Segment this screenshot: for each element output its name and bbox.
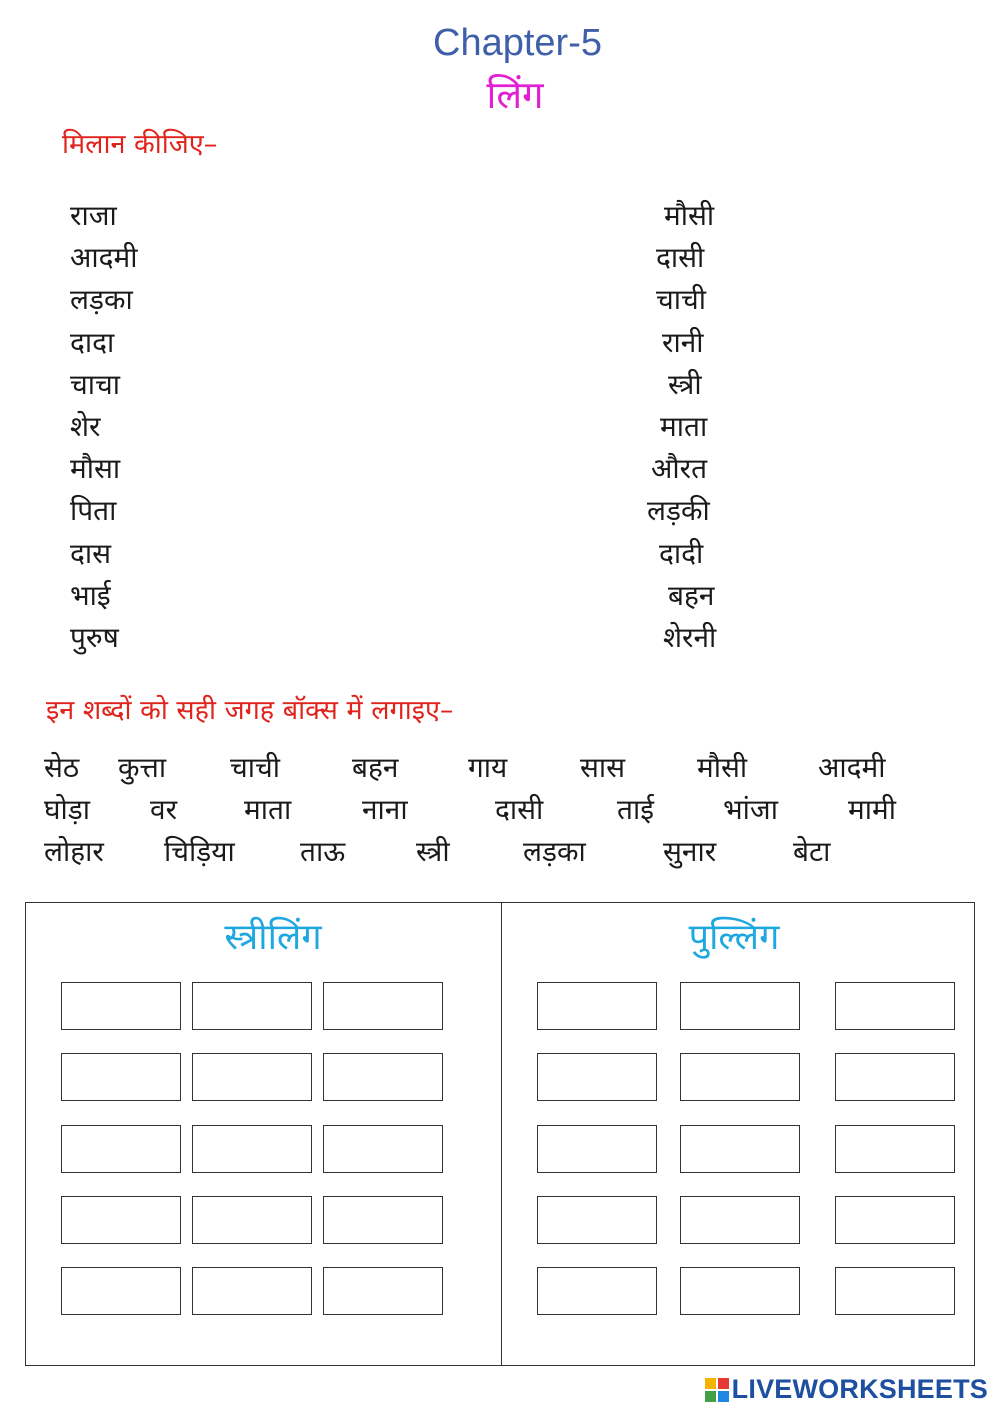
word-bank-word: सुनार: [663, 835, 717, 868]
word-bank-word: ताऊ: [300, 835, 346, 868]
word-bank-word: ताई: [617, 793, 654, 826]
word-bank-word: लोहार: [44, 835, 104, 868]
chapter-title: Chapter-5: [433, 22, 602, 64]
word-bank-word: मौसी: [697, 751, 748, 784]
match-left-word: दादा: [70, 325, 115, 359]
match-right-word: रानी: [662, 325, 704, 359]
match-left-word: राजा: [70, 199, 117, 232]
masculine-answer-box[interactable]: [835, 1125, 955, 1173]
word-bank-word: भांजा: [723, 793, 778, 826]
masculine-answer-box[interactable]: [680, 982, 800, 1030]
word-bank-row: [0, 790, 1000, 830]
match-right-word: बहन: [668, 578, 715, 612]
word-bank-word: बेटा: [793, 835, 831, 868]
match-right-word: चाची: [656, 283, 707, 317]
match-left-word: पिता: [70, 494, 117, 528]
match-left-word: चाचा: [70, 367, 121, 401]
feminine-answer-box[interactable]: [61, 1267, 181, 1315]
masculine-answer-box[interactable]: [537, 1267, 657, 1315]
word-bank-word: नाना: [362, 793, 408, 826]
word-bank-row: [0, 832, 1000, 872]
word-bank-word: आदमी: [818, 751, 886, 784]
match-right-word: मौसी: [664, 199, 715, 232]
masculine-answer-box[interactable]: [835, 1196, 955, 1244]
feminine-answer-box[interactable]: [192, 1267, 312, 1315]
brand-text: LIVEWORKSHEETS: [731, 1374, 988, 1404]
word-bank-word: चिड़िया: [164, 835, 235, 868]
sorting-table: [25, 902, 975, 1366]
feminine-answer-box[interactable]: [323, 1196, 443, 1244]
feminine-answer-box[interactable]: [323, 982, 443, 1030]
word-bank-word: बहन: [352, 751, 399, 784]
sorting-instruction: इन शब्दों को सही जगह बॉक्स में लगाइए–: [46, 695, 454, 726]
match-right-word: दादी: [659, 536, 704, 570]
masculine-answer-box[interactable]: [537, 1196, 657, 1244]
feminine-answer-box[interactable]: [61, 1125, 181, 1173]
masculine-answer-box[interactable]: [835, 1053, 955, 1101]
feminine-answer-box[interactable]: [192, 1125, 312, 1173]
feminine-answer-box[interactable]: [323, 1267, 443, 1315]
word-bank-word: चाची: [230, 751, 281, 784]
match-left-word: भाई: [70, 578, 111, 612]
feminine-answer-box[interactable]: [323, 1053, 443, 1101]
masculine-answer-box[interactable]: [680, 1267, 800, 1315]
word-bank-word: सेठ: [44, 751, 80, 784]
match-left-word: मौसा: [70, 452, 121, 486]
word-bank-word: सास: [580, 751, 626, 784]
word-bank-word: घोड़ा: [44, 793, 91, 826]
word-bank-word: स्त्री: [416, 835, 450, 868]
word-bank-word: गाय: [468, 751, 508, 784]
liveworksheets-brand: [705, 1374, 988, 1405]
match-right-word: माता: [660, 410, 708, 443]
match-left-word: दास: [70, 536, 112, 570]
match-right-word: औरत: [651, 452, 708, 486]
word-bank-word: माता: [244, 793, 292, 826]
table-divider: [501, 903, 502, 1365]
feminine-answer-box[interactable]: [61, 1196, 181, 1244]
liveworksheets-logo-icon: [705, 1378, 729, 1402]
word-bank-row: [0, 748, 1000, 788]
masculine-answer-box[interactable]: [835, 1267, 955, 1315]
matching-instruction: मिलान कीजिए–: [62, 129, 218, 160]
feminine-answer-box[interactable]: [61, 982, 181, 1030]
feminine-heading: स्त्रीलिंग: [224, 917, 322, 958]
match-left-word: पुरुष: [70, 621, 119, 654]
masculine-answer-box[interactable]: [537, 982, 657, 1030]
masculine-answer-box[interactable]: [537, 1053, 657, 1101]
match-right-word: स्त्री: [668, 367, 702, 401]
masculine-answer-box[interactable]: [680, 1196, 800, 1244]
feminine-answer-box[interactable]: [192, 1053, 312, 1101]
feminine-answer-box[interactable]: [61, 1053, 181, 1101]
feminine-answer-box[interactable]: [192, 982, 312, 1030]
topic-title: लिंग: [486, 73, 544, 117]
feminine-answer-box[interactable]: [323, 1125, 443, 1173]
word-bank-word: वर: [150, 793, 178, 826]
feminine-answer-box[interactable]: [192, 1196, 312, 1244]
masculine-answer-box[interactable]: [537, 1125, 657, 1173]
word-bank-word: कुत्ता: [118, 751, 167, 784]
masculine-answer-box[interactable]: [680, 1125, 800, 1173]
word-bank-word: मामी: [848, 793, 896, 826]
match-left-word: आदमी: [70, 241, 138, 275]
masculine-answer-box[interactable]: [680, 1053, 800, 1101]
word-bank-word: दासी: [495, 793, 544, 826]
word-bank-word: लड़का: [523, 835, 586, 868]
match-right-word: शेरनी: [663, 621, 717, 654]
masculine-heading: पुल्लिंग: [688, 917, 780, 958]
match-right-word: दासी: [656, 241, 705, 275]
match-left-word: शेर: [70, 410, 101, 443]
match-left-word: लड़का: [70, 283, 133, 317]
masculine-answer-box[interactable]: [835, 982, 955, 1030]
match-right-word: लड़की: [647, 494, 710, 528]
